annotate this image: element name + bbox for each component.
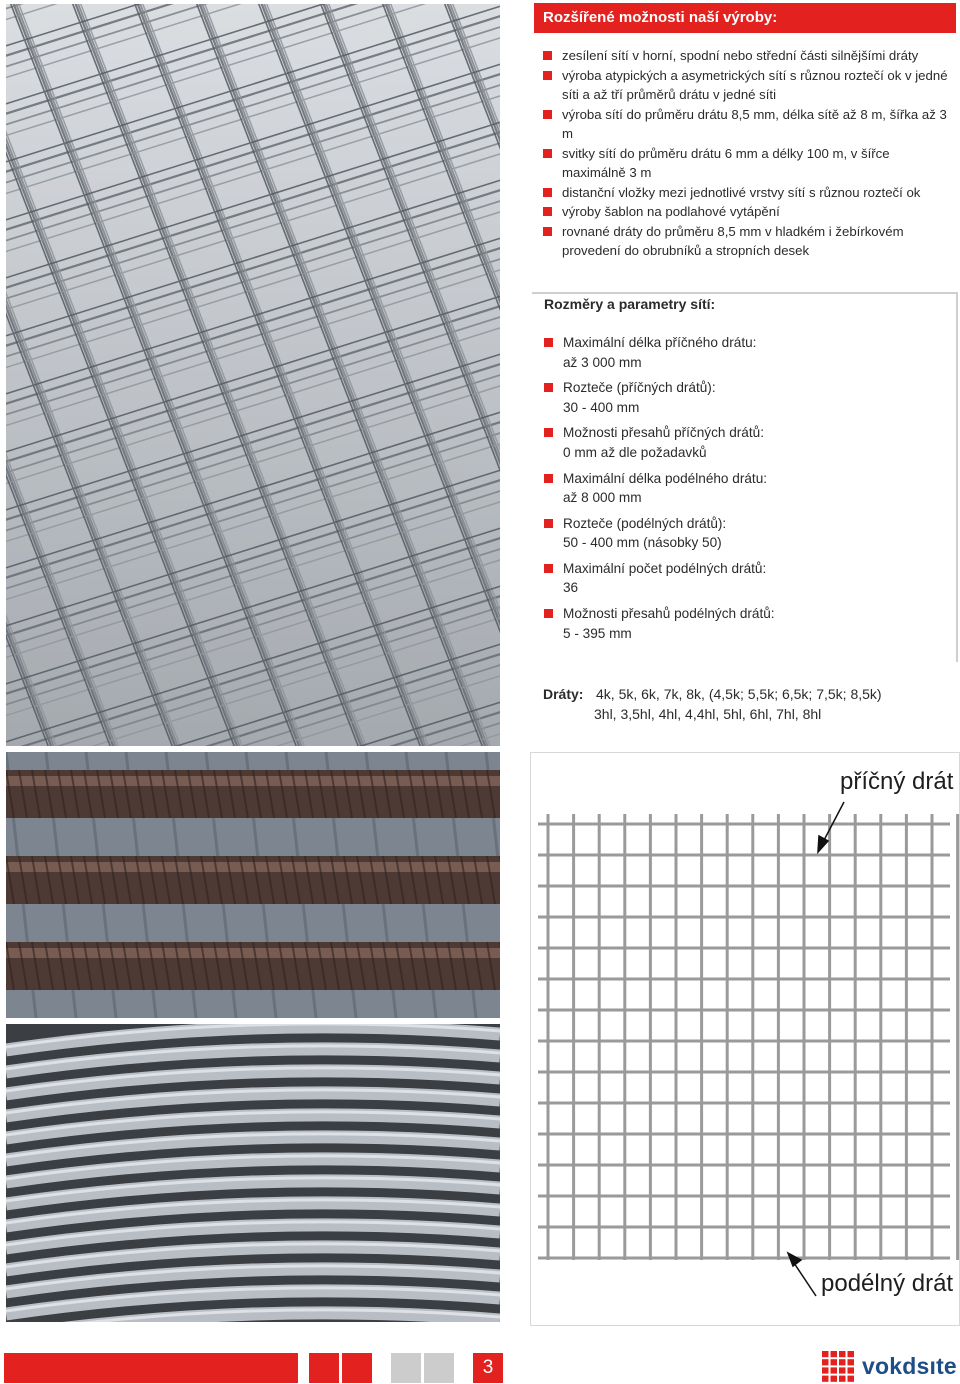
list-item bbox=[540, 604, 950, 643]
list-item: výroba atypických a asymetrických sítí s různou roztečí ok v jedné síti a až tří průměrů drátu v jedné síti bbox=[539, 66, 949, 105]
param-value: až 8 000 mm bbox=[563, 490, 642, 506]
footer-red-square bbox=[342, 1353, 372, 1383]
list-item: výroby šablon na podlahové vytápění bbox=[539, 202, 949, 222]
params-list bbox=[540, 333, 950, 649]
footer-red-bar bbox=[4, 1353, 298, 1383]
list-item bbox=[540, 423, 950, 462]
param-value: 0 mm až dle požadavků bbox=[563, 444, 707, 460]
param-value: 50 - 400 mm (násobky 50) bbox=[563, 535, 722, 551]
list-item bbox=[540, 514, 950, 553]
cross-wire-label: příčný drát bbox=[840, 768, 954, 795]
list-item: rovnané dráty do průměru 8,5 mm v hladkém i žebírkovém provedení do obrubníků a stropních desek bbox=[539, 222, 949, 261]
list-item bbox=[540, 378, 950, 417]
wires-line-2: 3hl, 3,5hl, 4hl, 4,4hl, 5hl, 6hl, 7hl, 8hl bbox=[594, 706, 822, 722]
list-item bbox=[540, 559, 950, 598]
param-label: Rozteče (podélných drátů): bbox=[563, 515, 727, 531]
params-title: Rozměry a parametry sítí: bbox=[544, 296, 716, 312]
wires-label: Dráty: bbox=[543, 686, 584, 702]
page-number: 3 bbox=[473, 1353, 503, 1383]
param-label: Maximální délka podélného drátu: bbox=[563, 470, 768, 486]
param-label: Možnosti přesahů podélných drátů: bbox=[563, 606, 775, 622]
footer-red-square bbox=[309, 1353, 339, 1383]
wires-line-1: 4k, 5k, 6k, 7k, 8k, (4,5k; 5,5k; 6,5k; 7,5k; 8,5k) bbox=[596, 686, 882, 702]
logo-text: vokdsıte bbox=[862, 1353, 957, 1379]
param-label: Maximální délka příčného drátu: bbox=[563, 335, 757, 350]
list-item: výroba sítí do průměru drátu 8,5 mm, délka sítě až 8 m, šířka až 3 m bbox=[539, 105, 949, 144]
param-label: Maximální počet podélných drátů: bbox=[563, 560, 767, 576]
param-value: 30 - 400 mm bbox=[563, 399, 640, 415]
param-label: Možnosti přesahů příčných drátů: bbox=[563, 425, 764, 441]
param-value: až 3 000 mm bbox=[563, 354, 642, 370]
company-logo bbox=[822, 1350, 958, 1384]
footer-gray-square bbox=[391, 1353, 421, 1383]
list-item: distanční vložky mezi jednotlivé vrstvy sítí s různou roztečí ok bbox=[539, 183, 949, 203]
logo-grid-icon bbox=[822, 1351, 856, 1384]
param-value: 36 bbox=[563, 580, 579, 596]
list-item: svitky sítí do průměru drátu 6 mm a délky 100 m, v šířce maximálně 3 m bbox=[539, 144, 949, 183]
photo-welded-mesh bbox=[6, 4, 500, 746]
features-title: Rozšířené možnosti naší výroby: bbox=[534, 3, 956, 33]
photo-rebar-closeup bbox=[6, 752, 500, 1018]
param-value: 5 - 395 mm bbox=[563, 625, 632, 641]
photo-wire-coil bbox=[6, 1024, 500, 1322]
features-list bbox=[539, 46, 949, 261]
list-item: zesílení sítí v horní, spodní nebo střední části silnějšími dráty bbox=[539, 46, 949, 66]
footer-gray-square bbox=[424, 1353, 454, 1383]
param-label: Rozteče (příčných drátů): bbox=[563, 380, 716, 396]
long-wire-label: podélný drát bbox=[821, 1270, 954, 1297]
mesh-diagram bbox=[530, 752, 960, 1326]
list-item bbox=[540, 469, 950, 508]
list-item bbox=[540, 333, 950, 372]
